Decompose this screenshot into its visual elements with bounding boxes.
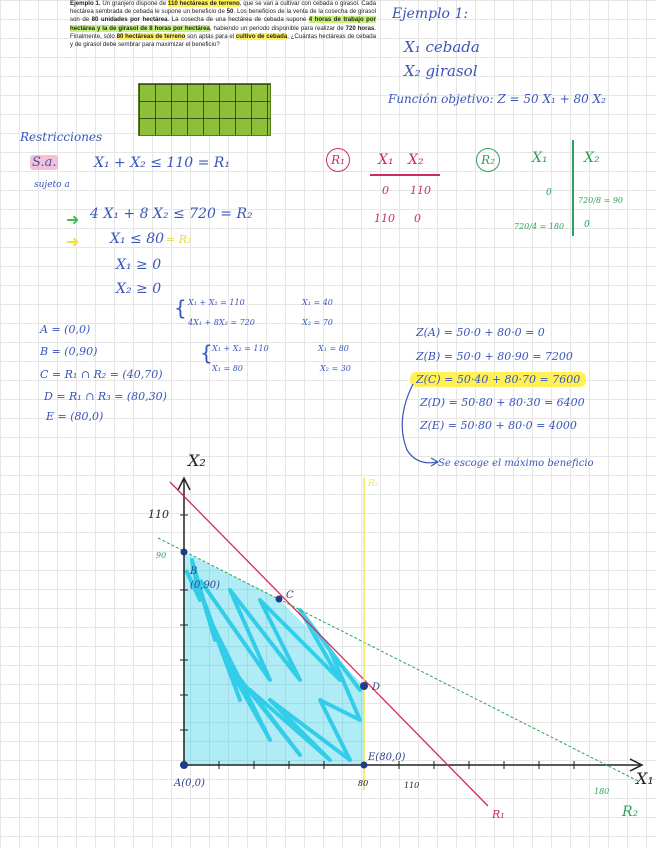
r1-header-x1: X₁ — [378, 152, 394, 168]
vertex-d: D = R₁ ∩ R₃ = (80,30) — [44, 390, 167, 403]
variable-x1: X₁ cebada — [404, 38, 480, 56]
r2-cell: 0 — [584, 220, 590, 230]
subject-to-text: sujeto a — [34, 180, 70, 190]
problem-highlight: 720 horas — [345, 24, 375, 32]
evaluation-note: Se escoge el máximo beneficio — [438, 458, 594, 469]
y-tick-110: 110 — [148, 508, 169, 521]
line-r1-label: R₁ — [492, 808, 505, 821]
restriction-r2: 4 X₁ + 8 X₂ ≤ 720 = R₂ — [90, 206, 253, 222]
problem-highlight: 4 horas de trabajo por hectárea y la de girasol de 8 horas por hectárea — [70, 16, 376, 32]
evaluation-zb: Z(B) = 50·0 + 80·90 = 7200 — [416, 350, 573, 363]
problem-text: Un granjero dispone de — [100, 0, 168, 7]
arrow-right-icon: ➜ — [66, 210, 80, 229]
point-e — [361, 762, 368, 769]
variable-x2: X₂ girasol — [404, 62, 478, 80]
point-b — [181, 549, 188, 556]
r2-table-label: R₂ — [476, 148, 500, 172]
system-eq: X₁ + X₂ = 110 — [212, 344, 269, 353]
objective-function: Función objetivo: Z = 50 X₁ + 80 X₂ — [388, 92, 606, 106]
line-r2-label: R₂ — [622, 804, 639, 820]
line-r3-label: R₃ — [368, 479, 379, 489]
evaluation-zc-max: Z(C) = 50·40 + 80·70 = 7600 — [410, 372, 586, 387]
y-tick-90: 90 — [156, 551, 167, 560]
problem-text: . Finalmente, sólo — [70, 24, 376, 40]
system-solution: X₁ = 40 — [302, 298, 333, 307]
r2-header-x2: X₂ — [584, 150, 600, 166]
restrictions-heading: Restricciones — [20, 130, 103, 144]
restriction-r3-tag: = R₃ — [166, 233, 192, 246]
r1-table-label: R₁ — [326, 148, 350, 172]
vertex-b: B = (0,90) — [40, 345, 98, 358]
r2-header-x1: X₁ — [532, 150, 548, 166]
r1-cell: 0 — [382, 184, 389, 197]
subject-to-label: S.a. — [32, 155, 57, 170]
problem-highlight: cultivo de cebada — [235, 32, 288, 40]
arrow-right-icon: ➜ — [66, 232, 80, 251]
system-eq: 4X₁ + 8X₂ = 720 — [188, 318, 255, 327]
brace-icon: { — [174, 296, 187, 320]
problem-title: Ejemplo 1. — [70, 0, 101, 7]
system-eq: X₁ = 80 — [212, 364, 243, 373]
r2-cell: 720/8 = 90 — [578, 196, 624, 205]
x-tick-180: 180 — [594, 787, 610, 796]
point-c — [276, 596, 283, 603]
x-tick-110: 110 — [404, 781, 420, 790]
r2-cell: 720/4 = 180 — [514, 222, 565, 231]
point-b-coord: (0,90) — [190, 580, 221, 591]
vertex-a: A = (0,0) — [40, 323, 91, 336]
vertex-e: E = (80,0) — [46, 410, 104, 423]
point-d — [360, 682, 368, 690]
problem-highlight: 50 — [226, 8, 234, 16]
point-e-label: E(80,0) — [368, 752, 406, 763]
evaluation-ze: Z(E) = 50·80 + 80·0 = 4000 — [420, 419, 577, 432]
evaluation-za: Z(A) = 50·0 + 80·0 = 0 — [416, 326, 545, 339]
x-tick-80: 80 — [358, 779, 369, 788]
restriction-r5: X₂ ≥ 0 — [116, 281, 162, 297]
problem-highlight: 110 hectáreas de terreno — [167, 0, 240, 7]
r1-header-x2: X₂ — [408, 152, 424, 168]
system-eq: X₁ + X₂ = 110 — [188, 298, 245, 307]
vertex-c: C = R₁ ∩ R₂ = (40,70) — [40, 368, 163, 381]
restriction-r4: X₁ ≥ 0 — [116, 257, 162, 273]
system-solution: X₂ = 70 — [302, 318, 333, 327]
restriction-r3: X₁ ≤ 80 — [110, 231, 165, 247]
point-c-label: C — [286, 590, 294, 601]
evaluation-zd: Z(D) = 50·80 + 80·30 = 6400 — [420, 396, 585, 409]
problem-text: . ¿Cuántas hectáreas de cebada y de girasol debe sembrar para maximizar el beneficio? — [70, 32, 377, 49]
y-axis-label: X₂ — [188, 451, 206, 470]
x-axis-label: X₁ — [636, 769, 654, 788]
problem-text: , que se van a cultivar con cebada o girasol. Cada hectárea sembrada de cebada le supone un beneficio de — [70, 0, 376, 16]
point-a-label: A(0,0) — [174, 778, 205, 789]
brace-icon: { — [200, 341, 213, 365]
point-d-label: D — [372, 682, 381, 693]
problem-text: . Los beneficios de la venta de la cosecha de girasol son de — [70, 8, 376, 24]
r2-cell: 0 — [546, 188, 552, 198]
restriction-r1: X₁ + X₂ ≤ 110 = R₁ — [94, 155, 230, 171]
system-solution: X₂ = 30 — [320, 364, 351, 373]
system-solution: X₁ = 80 — [318, 344, 349, 353]
problem-text: . La cosecha de una hectárea de cebada supone — [167, 16, 309, 24]
r1-cell: 110 — [374, 212, 395, 225]
problem-highlight: 80 unidades por hectárea — [91, 16, 168, 24]
r1-cell: 0 — [414, 212, 421, 225]
point-a — [180, 761, 188, 769]
problem-text: son aptas para el — [185, 32, 236, 40]
r1-cell: 110 — [410, 184, 431, 197]
problem-text: , habiendo un periodo disponible para realizar de — [209, 24, 346, 32]
point-b-label: B — [190, 566, 198, 577]
example-title: Ejemplo 1: — [392, 6, 469, 22]
problem-highlight: 80 hectáreas de terreno — [116, 32, 186, 40]
